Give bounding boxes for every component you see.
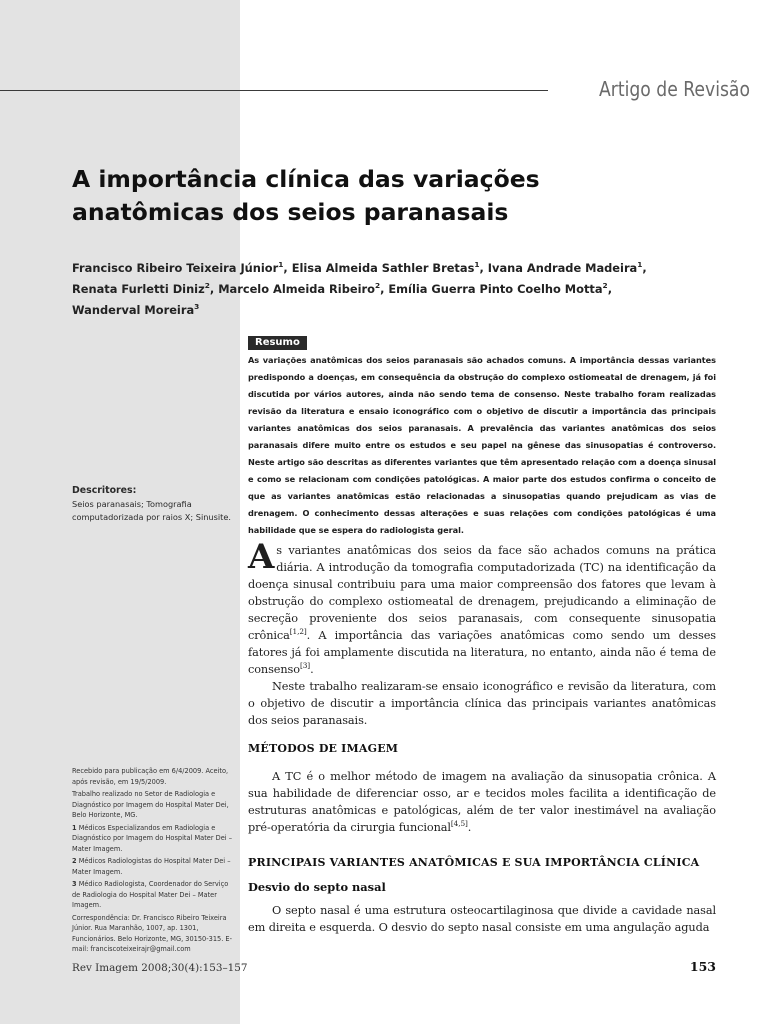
author-line: Francisco Ribeiro Teixeira Júnior$^1$, Elisa Almeida Sathler Bretas$^1$, Ivana Andrade Madeira$^1$, xyxy=(72,260,647,275)
correspondence-note: Correspondência: Dr. Francisco Ribeiro Teixeira Júnior. Rua Maranhão, 1007, ap. 1301, Funcionários. Belo Horizonte, MG, 30150-315. E-mail: franciscoteixeirajr@gmail.com xyxy=(72,913,232,953)
author-name: Emília Guerra Pinto Coelho Motta xyxy=(388,282,603,296)
title-line: A importância clínica das variações xyxy=(72,165,540,193)
affiliation-note xyxy=(72,823,237,855)
affiliation-text: Médicos Radiologistas do Hospital Mater Dei – Mater Imagem. xyxy=(72,857,231,876)
author-list xyxy=(72,258,647,321)
article-notes xyxy=(72,766,237,957)
citation-ref: [3] xyxy=(299,661,311,671)
citation-ref: [1,2] xyxy=(289,627,307,637)
affiliation-note xyxy=(72,879,237,911)
section-label: Artigo de Revisão xyxy=(599,77,750,101)
title-line: anatômicas dos seios paranasais xyxy=(72,198,509,226)
author-name: Marcelo Almeida Ribeiro xyxy=(218,282,375,296)
author-affiliation: 2 xyxy=(602,281,608,291)
keywords-label: Descritores: xyxy=(72,485,137,496)
intro-text: . A importância das variações anatômicas como sendo um desses fatores já foi amplamente discutida na literatura, no entanto, ainda não é tema de consenso xyxy=(248,629,716,676)
keywords-text: Seios paranasais; Tomografia computadorizada por raios X; Sinusite. xyxy=(72,499,232,522)
author-line xyxy=(72,300,647,321)
intro-text: s variantes anatômicas dos seios da face são achados comuns na prática diária. A introdução da tomografia computadorizada (TC) na identificação da doença sinusal contribuiu para uma maior compreensão dos fatores que levam à obstrução do complexo ostiomeatal de drenagem, prejudicando a eliminação de secreção proveniente dos seios paranasais, com consequente sinusopatia crônica xyxy=(248,544,716,642)
abstract-label: Resumo xyxy=(248,336,307,350)
intro-section xyxy=(248,537,716,729)
author-name: Francisco Ribeiro Teixeira Júnior xyxy=(72,261,279,275)
methods-text: A TC é o melhor método de imagem na avaliação da sinusopatia crônica. A sua habilidade de diferenciar osso, ar e tecidos moles facilita a identificação de estruturas anatômicas e patológicas, além de ter valor inestimável na avaliação pré-operatória da cirurgia funcional xyxy=(248,770,716,834)
methods-paragraph xyxy=(248,768,716,836)
citation-ref: [4,5] xyxy=(450,819,468,829)
article-title xyxy=(72,163,540,229)
affiliation-number: 2 xyxy=(72,857,77,865)
author-affiliation: 3 xyxy=(194,302,200,312)
author-affiliation: 2 xyxy=(374,281,381,291)
affiliation-number: 3 xyxy=(72,880,77,888)
author-line: Renata Furletti Diniz$^2$, Marcelo Almeida Ribeiro$^2$, Emília Guerra Pinto Coelho Motta$^2$, xyxy=(72,281,613,296)
affiliation-note xyxy=(72,856,237,877)
subsection-heading: Desvio do septo nasal xyxy=(248,880,386,894)
affiliation-number: 1 xyxy=(72,823,77,832)
methods-text: . xyxy=(467,821,472,834)
author-affiliation: 1 xyxy=(474,260,480,270)
affiliation-text: Médico Radiologista, Coordenador do Serviço de Radiologia do Hospital Mater Dei – Mater Imagem. xyxy=(72,880,229,909)
received-note: Recebido para publicação em 6/4/2009. Aceito, após revisão, em 19/5/2009. xyxy=(72,767,229,786)
page-number: 153 xyxy=(689,959,716,974)
intro-text: . xyxy=(310,663,314,676)
affiliation-text: Médicos Especializandos em Radiologia e Diagnóstico por Imagem do Hospital Mater Dei – Mater Imagem. xyxy=(72,823,233,853)
variants-paragraph: O septo nasal é uma estrutura osteocartilaginosa que divide a cavidade nasal em direita e esquerda. O desvio do septo nasal consiste em uma angulação aguda xyxy=(248,904,716,934)
author-name: Wanderval Moreira xyxy=(72,303,195,317)
keywords-block xyxy=(72,484,237,524)
intro-paragraph xyxy=(248,537,716,678)
author-name: Elisa Almeida Sathler Bretas xyxy=(291,261,475,275)
journal-citation: Rev Imagem 2008;30(4):153–157 xyxy=(72,962,248,974)
abstract-text: As variações anatômicas dos seios paranasais são achados comuns. A importância dessas variantes predispondo a doenças, em consequência da obstrução do complexo ostiomeatal de drenagem, já foi discutida por vários autores, ainda não sendo tema de consenso. Neste trabalho foram realizadas revisão da literatura e ensaio iconográfico com o objetivo de discutir a importância das principais variantes anatômicas dos seios paranasais. A prevalência das variantes anatômicas dos seios paranasais difere muito entre os estudos e seu papel na gênese das sinusopatias é controverso. Neste artigo são descritas as diferentes variantes que têm apresentado relação com a doença sinusal e como se relacionam com condições patológicas. A maior parte dos estudos confirma o conceito de que as variantes anatômicas estão relacionadas a sinusopatias quando prejudicam as vias de drenagem. O conhecimento dessas alterações e suas relações com condições patológicas é uma habilidade que se espera do radiologista geral. xyxy=(248,355,716,535)
drop-cap: A xyxy=(248,537,275,577)
section-heading-variants: PRINCIPAIS VARIANTES ANATÔMICAS E SUA IMPORTÂNCIA CLÍNICA xyxy=(248,856,700,869)
author-affiliation: 2 xyxy=(204,281,210,291)
author-affiliation: 1 xyxy=(278,260,284,270)
institution-note: Trabalho realizado no Setor de Radiologia e Diagnóstico por Imagem do Hospital Mater Dei, Belo Horizonte, MG. xyxy=(72,790,229,819)
author-affiliation: 1 xyxy=(637,260,643,270)
author-name: Renata Furletti Diniz xyxy=(72,282,205,296)
author-name: Ivana Andrade Madeira xyxy=(487,261,638,275)
section-heading-methods: MÉTODOS DE IMAGEM xyxy=(248,742,399,755)
intro-paragraph: Neste trabalho realizaram-se ensaio iconográfico e revisão da literatura, com o objetivo de discutir a importância clínica das principais variantes anatômicas dos seios paranasais. xyxy=(248,680,716,727)
header-rule xyxy=(0,90,548,91)
